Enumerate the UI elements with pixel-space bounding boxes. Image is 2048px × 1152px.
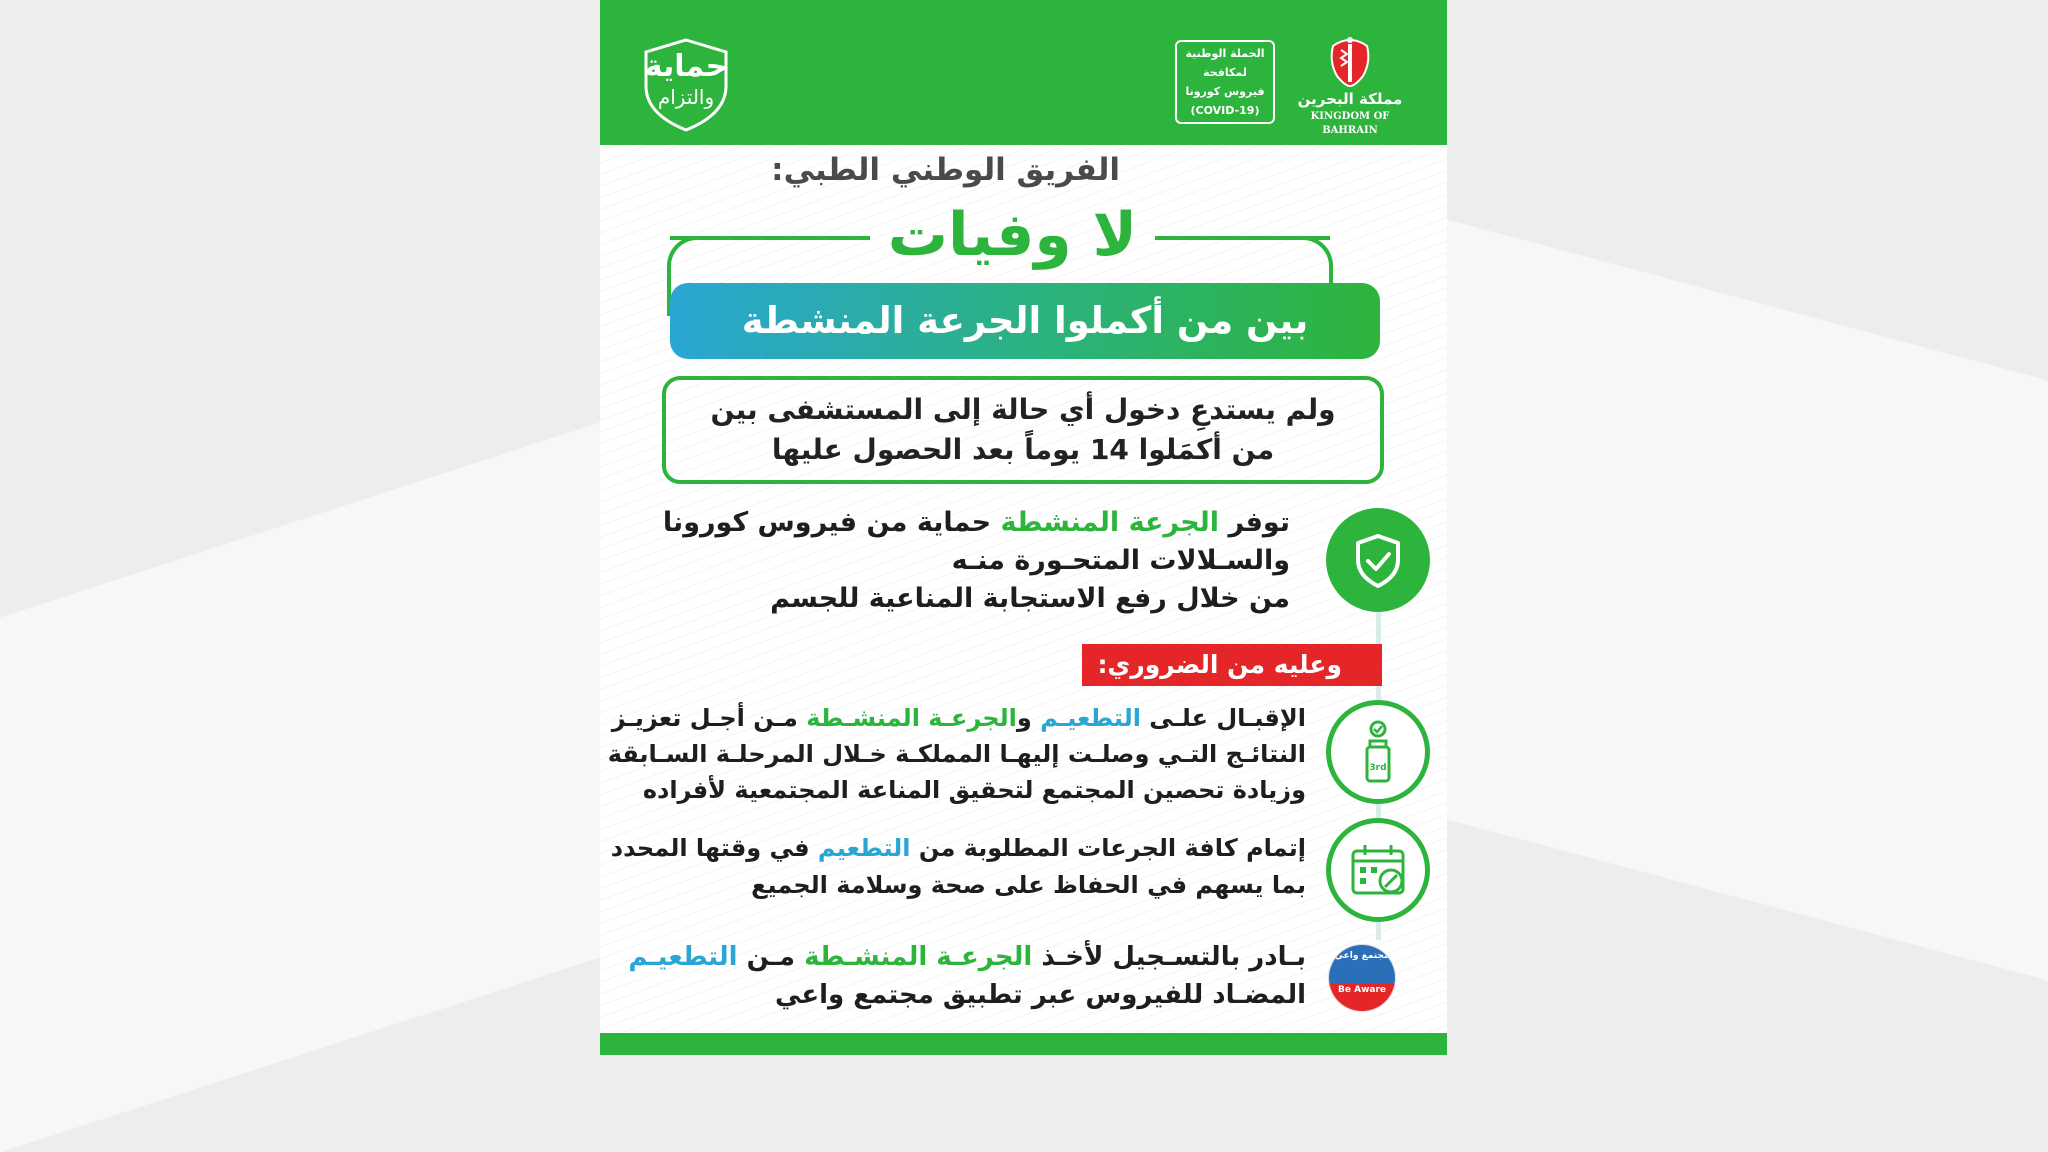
no-deaths-headline: لا وفيات (887, 200, 1138, 270)
background-stripe (1447, 219, 2048, 980)
text-line: النتائـج التـي وصلـت إليهـا المملكـة خـلال المرحلـة السـابقة (607, 740, 1306, 768)
frame-line (670, 236, 870, 240)
svg-text:3rd: 3rd (1369, 763, 1387, 773)
calendar-syringe-icon (1331, 823, 1425, 917)
text-line: وزيادة تحصين المجتمع لتحقيق المناعة المجتمعية لأفراده (642, 776, 1306, 804)
hospital-line: من أكمَلوا 14 يوماً بعد الحصول عليها (771, 433, 1275, 466)
himaya-logo-subtext: والتزام (657, 85, 715, 109)
highlight-vaccination: التطعيـم (1040, 704, 1141, 732)
be-aware-arabic: مجتمع واعي (1334, 951, 1390, 961)
medical-team-heading: الفريق الوطني الطبي: (771, 152, 1120, 188)
text-line: من خلال رفع الاستجابة المناعية للجسم (770, 583, 1290, 614)
be-aware-logo (1328, 944, 1396, 1012)
highlight-booster: الجرعـة المنشـطة (804, 942, 1033, 972)
text-segment: مـن (737, 942, 805, 972)
text-segment: إتمام كافة الجرعات المطلوبة من (910, 834, 1306, 862)
vaccine-vial-circle (1326, 700, 1430, 804)
kingdom-emblem (1285, 36, 1415, 136)
footer-band (600, 1033, 1447, 1055)
campaign-line: الحملة الوطنية (1185, 47, 1265, 60)
hospital-statement-box (662, 376, 1384, 484)
himaya-logo-text: حماية (644, 49, 728, 84)
campaign-line: فيروس كورونا (1185, 85, 1265, 98)
kingdom-name-arabic: مملكة البحرين (1297, 90, 1403, 108)
text-segment: الإقبـال علـى (1140, 704, 1306, 732)
booster-banner: بين من أكملوا الجرعة المنشطة (670, 283, 1380, 359)
campaign-line: (COVID-19) (1190, 104, 1260, 117)
text-line: والسـلالات المتحـورة منـه (951, 545, 1290, 576)
item-complete-doses (610, 830, 1306, 904)
highlight-booster: الجرعـة المنشـطة (806, 704, 1017, 732)
text-segment: حماية من فيروس كورونا (662, 507, 1001, 538)
be-aware-english: Be Aware (1329, 983, 1395, 1011)
highlight-vaccination: التطعيم (817, 834, 911, 862)
text-segment: توفر (1219, 507, 1290, 538)
text-segment: في وقتها المحدد (610, 834, 818, 862)
be-aware-logo-top (1329, 945, 1395, 983)
text-segment: مـن أجـل تعزيـز (611, 704, 807, 732)
protection-text (662, 504, 1290, 618)
necessary-label: وعليه من الضروري: (1082, 644, 1382, 686)
text-segment: بـادر بالتسـجيل لأخـذ (1032, 942, 1306, 972)
item-register-booster (628, 938, 1306, 1014)
text-line: المضـاد للفيروس عبر تطبيق مجتمع واعي (775, 980, 1306, 1010)
background-stripe (0, 423, 600, 1152)
highlight-vaccination: التطعيـم (628, 942, 738, 972)
vaccine-vial-icon (1331, 705, 1425, 799)
text-line: بما يسهم في الحفاظ على صحة وسلامة الجميع (751, 871, 1306, 899)
covid-campaign-badge (1175, 40, 1275, 124)
text-segment: و (1016, 704, 1041, 732)
campaign-line: لمكافحة (1203, 66, 1247, 79)
coat-of-arms-icon (1327, 36, 1373, 88)
hospital-line: ولم يستدعِ دخول أي حالة إلى المستشفى بين (710, 393, 1336, 426)
kingdom-name-english: KINGDOM OF BAHRAIN (1310, 111, 1390, 136)
poster (600, 0, 1447, 1055)
calendar-circle (1326, 818, 1430, 922)
shield-check-icon (1326, 508, 1430, 612)
protection-circle (1326, 508, 1430, 612)
item-encourage-vaccination (607, 700, 1306, 808)
highlight-booster: الجرعة المنشطة (1000, 507, 1220, 538)
himaya-logo (638, 36, 734, 132)
